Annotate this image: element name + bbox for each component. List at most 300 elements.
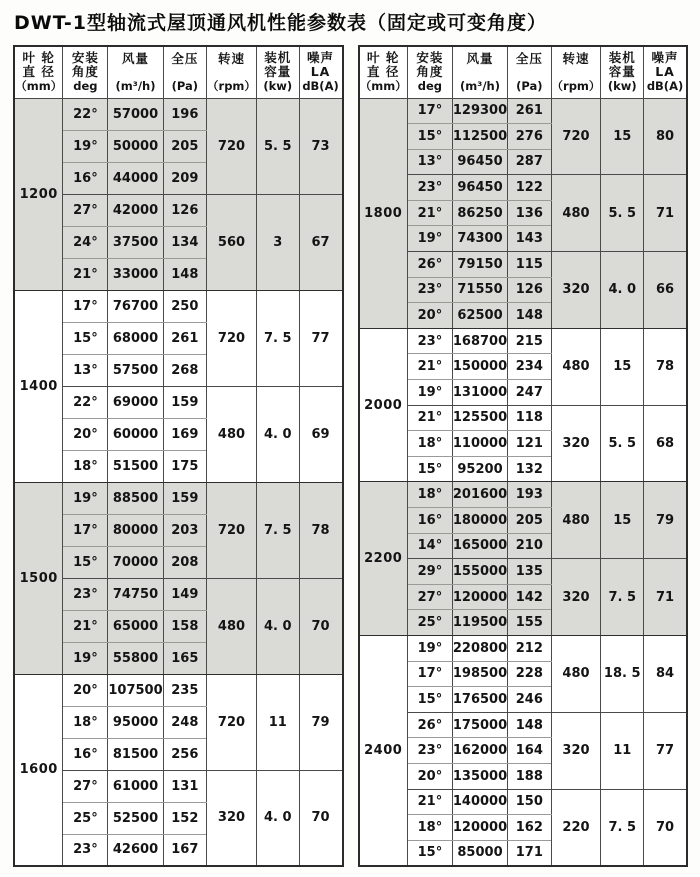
- noise-cell: 68: [644, 405, 687, 482]
- angle-cell: 21°: [407, 405, 452, 431]
- angle-cell: 20°: [407, 303, 452, 329]
- speed-cell: 320: [207, 770, 257, 866]
- flow-cell: 60000: [108, 418, 163, 450]
- angle-cell: 19°: [63, 130, 108, 162]
- flow-cell: 120000: [452, 815, 507, 841]
- flow-cell: 120000: [452, 584, 507, 610]
- angle-cell: 24°: [63, 226, 108, 258]
- flow-cell: 176500: [452, 687, 507, 713]
- flow-cell: 57500: [108, 354, 163, 386]
- pressure-cell: 208: [163, 546, 206, 578]
- pressure-cell: 169: [163, 418, 206, 450]
- noise-cell: 84: [644, 635, 687, 712]
- pressure-cell: 210: [508, 533, 551, 559]
- angle-cell: 17°: [63, 290, 108, 322]
- header-line: (m³/h): [460, 78, 500, 93]
- table-row: [14, 770, 343, 802]
- angle-cell: 15°: [63, 546, 108, 578]
- speed-cell: 720: [207, 98, 257, 194]
- diameter-cell: 2000: [359, 328, 408, 482]
- flow-cell: 95200: [452, 456, 507, 482]
- flow-cell: 96450: [452, 175, 507, 201]
- pressure-cell: 165: [163, 642, 206, 674]
- pressure-cell: 134: [163, 226, 206, 258]
- speed-cell: 480: [551, 175, 601, 252]
- flow-cell: 68000: [108, 322, 163, 354]
- flow-cell: 51500: [108, 450, 163, 482]
- pressure-cell: 148: [508, 303, 551, 329]
- capacity-cell: 7. 5: [256, 290, 299, 386]
- pressure-cell: 149: [163, 578, 206, 610]
- capacity-cell: 11: [601, 712, 644, 789]
- speed-cell: 720: [207, 674, 257, 770]
- speed-cell: 720: [551, 98, 601, 175]
- capacity-cell: 5. 5: [601, 175, 644, 252]
- capacity-cell: 5. 5: [256, 98, 299, 194]
- angle-cell: 18°: [63, 706, 108, 738]
- angle-cell: 21°: [63, 258, 108, 290]
- flow-cell: 180000: [452, 508, 507, 534]
- angle-cell: 15°: [407, 124, 452, 150]
- header-line: deg: [73, 79, 98, 94]
- table-row: [14, 290, 343, 322]
- flow-cell: 37500: [108, 226, 163, 258]
- pressure-cell: 164: [508, 738, 551, 764]
- angle-cell: 20°: [63, 674, 108, 706]
- angle-cell: 21°: [407, 354, 452, 380]
- capacity-cell: 18. 5: [601, 635, 644, 712]
- pressure-cell: 118: [508, 405, 551, 431]
- header-line: （mm）: [359, 79, 407, 94]
- flow-cell: 168700: [452, 328, 507, 354]
- flow-cell: 125500: [452, 405, 507, 431]
- flow-cell: 44000: [108, 162, 163, 194]
- header-noise: [644, 46, 687, 98]
- angle-cell: 14°: [407, 533, 452, 559]
- header-line: [453, 66, 507, 79]
- angle-cell: 27°: [407, 584, 452, 610]
- table-row: [14, 194, 343, 226]
- header-line: (kw): [263, 79, 293, 94]
- noise-cell: 70: [299, 770, 342, 866]
- table-row: [359, 559, 688, 585]
- pressure-cell: 234: [508, 354, 551, 380]
- header-line: 直 径: [22, 64, 55, 80]
- angle-cell: 21°: [407, 200, 452, 226]
- header-line: LA: [655, 64, 675, 80]
- pressure-cell: 235: [163, 674, 206, 706]
- flow-cell: 74750: [108, 578, 163, 610]
- flow-cell: 79150: [452, 252, 507, 278]
- flow-cell: 131000: [452, 380, 507, 406]
- pressure-cell: 246: [508, 687, 551, 713]
- table-row: [359, 175, 688, 201]
- speed-cell: 480: [551, 635, 601, 712]
- pressure-cell: 193: [508, 482, 551, 508]
- header-angle: [407, 46, 452, 98]
- angle-cell: 15°: [407, 840, 452, 866]
- header-capacity: [256, 46, 299, 98]
- page-title: DWT-1型轴流式屋顶通风机性能参数表（固定或可变角度）: [14, 12, 548, 34]
- flow-cell: 162000: [452, 738, 507, 764]
- angle-cell: 23°: [63, 834, 108, 866]
- flow-cell: 71550: [452, 277, 507, 303]
- table-row: [14, 674, 343, 706]
- flow-cell: 57000: [108, 98, 163, 130]
- angle-cell: 18°: [63, 450, 108, 482]
- pressure-cell: 167: [163, 834, 206, 866]
- angle-cell: 26°: [407, 252, 452, 278]
- table-row: [359, 405, 688, 431]
- angle-cell: 26°: [407, 712, 452, 738]
- header-line: 风量: [466, 50, 494, 66]
- angle-cell: 19°: [407, 226, 452, 252]
- angle-cell: 16°: [63, 162, 108, 194]
- header-line: (kw): [607, 79, 637, 94]
- speed-cell: 320: [551, 559, 601, 636]
- noise-cell: 78: [644, 328, 687, 405]
- flow-cell: 69000: [108, 386, 163, 418]
- flow-cell: 129300: [452, 98, 507, 124]
- flow-cell: 81500: [108, 738, 163, 770]
- header-line: 转速: [217, 50, 245, 66]
- pressure-cell: 142: [508, 584, 551, 610]
- speed-cell: 560: [207, 194, 257, 290]
- capacity-cell: 3: [256, 194, 299, 290]
- flow-cell: 86250: [452, 200, 507, 226]
- angle-cell: 23°: [407, 738, 452, 764]
- noise-cell: 79: [299, 674, 342, 770]
- speed-cell: 320: [551, 252, 601, 329]
- angle-cell: 19°: [407, 635, 452, 661]
- flow-cell: 155000: [452, 559, 507, 585]
- header-flow: [108, 46, 163, 98]
- pressure-cell: 131: [163, 770, 206, 802]
- flow-cell: 165000: [452, 533, 507, 559]
- diameter-cell: 1400: [14, 290, 63, 482]
- angle-cell: 19°: [407, 380, 452, 406]
- table-row: [359, 252, 688, 278]
- flow-cell: 135000: [452, 763, 507, 789]
- capacity-cell: 15: [601, 328, 644, 405]
- angle-cell: 17°: [407, 98, 452, 124]
- angle-cell: 25°: [407, 610, 452, 636]
- angle-cell: 16°: [63, 738, 108, 770]
- flow-cell: 80000: [108, 514, 163, 546]
- speed-cell: 320: [551, 405, 601, 482]
- capacity-cell: 7. 5: [601, 559, 644, 636]
- pressure-cell: 205: [163, 130, 206, 162]
- pressure-cell: 215: [508, 328, 551, 354]
- table-row: [14, 98, 343, 130]
- noise-cell: 79: [644, 482, 687, 559]
- pressure-cell: 261: [508, 98, 551, 124]
- noise-cell: 70: [299, 578, 342, 674]
- header-line: 全压: [515, 50, 543, 66]
- header-line: 风量: [122, 50, 150, 66]
- table-row: [359, 328, 688, 354]
- noise-cell: 70: [644, 789, 687, 866]
- flow-cell: 112500: [452, 124, 507, 150]
- table-row: [14, 578, 343, 610]
- flow-cell: 96450: [452, 149, 507, 175]
- noise-cell: 77: [299, 290, 342, 386]
- capacity-cell: 7. 5: [601, 789, 644, 866]
- header-line: 噪声: [651, 50, 679, 66]
- flow-cell: 95000: [108, 706, 163, 738]
- header-pressure: [508, 46, 551, 98]
- header-line: 安装: [71, 50, 99, 66]
- header-line: 直 径: [367, 64, 400, 80]
- pressure-cell: 276: [508, 124, 551, 150]
- pressure-cell: 159: [163, 386, 206, 418]
- speed-cell: 480: [207, 386, 257, 482]
- header-line: [207, 66, 256, 79]
- pressure-cell: 261: [163, 322, 206, 354]
- pressure-cell: 162: [508, 815, 551, 841]
- header-line: [108, 66, 162, 79]
- diameter-cell: 1800: [359, 98, 408, 328]
- angle-cell: 19°: [63, 482, 108, 514]
- pressure-cell: 122: [508, 175, 551, 201]
- noise-cell: 71: [644, 559, 687, 636]
- flow-cell: 201600: [452, 482, 507, 508]
- flow-cell: 42000: [108, 194, 163, 226]
- angle-cell: 27°: [63, 194, 108, 226]
- table-row: [359, 98, 688, 124]
- header-noise: [299, 46, 342, 98]
- header-line: (m³/h): [115, 78, 156, 93]
- header-line: 叶 轮: [367, 50, 400, 66]
- header-line: LA: [310, 64, 331, 80]
- angle-cell: 18°: [407, 482, 452, 508]
- header-line: （rpm）: [207, 78, 256, 93]
- speed-cell: 480: [551, 328, 601, 405]
- angle-cell: 19°: [63, 642, 108, 674]
- diameter-cell: 2200: [359, 482, 408, 636]
- capacity-cell: 4. 0: [256, 578, 299, 674]
- pressure-cell: 135: [508, 559, 551, 585]
- diameter-cell: 1200: [14, 98, 63, 290]
- header-speed: [551, 46, 601, 98]
- angle-cell: 13°: [63, 354, 108, 386]
- header-line: (Pa): [171, 78, 199, 93]
- flow-cell: 62500: [452, 303, 507, 329]
- header-line: dB(A): [646, 79, 684, 94]
- header-flow: [452, 46, 507, 98]
- header-line: 角度: [416, 64, 444, 80]
- table-row: [359, 789, 688, 815]
- angle-cell: 18°: [407, 431, 452, 457]
- noise-cell: 67: [299, 194, 342, 290]
- angle-cell: 22°: [63, 386, 108, 418]
- pressure-cell: 126: [163, 194, 206, 226]
- angle-cell: 27°: [63, 770, 108, 802]
- capacity-cell: 11: [256, 674, 299, 770]
- noise-cell: 77: [644, 712, 687, 789]
- flow-cell: 76700: [108, 290, 163, 322]
- header-line: 噪声: [307, 50, 335, 66]
- header-diameter: [14, 46, 63, 98]
- flow-cell: 175000: [452, 712, 507, 738]
- flow-cell: 119500: [452, 610, 507, 636]
- header-line: （mm）: [15, 79, 63, 94]
- header-line: 装机: [608, 50, 636, 66]
- capacity-cell: 7. 5: [256, 482, 299, 578]
- flow-cell: 150000: [452, 354, 507, 380]
- angle-cell: 15°: [407, 456, 452, 482]
- diameter-cell: 1500: [14, 482, 63, 674]
- pressure-cell: 248: [163, 706, 206, 738]
- angle-cell: 23°: [63, 578, 108, 610]
- header-capacity: [601, 46, 644, 98]
- angle-cell: 15°: [63, 322, 108, 354]
- tables-container: [13, 45, 688, 867]
- table-row: [14, 482, 343, 514]
- flow-cell: 42600: [108, 834, 163, 866]
- speed-cell: 720: [207, 290, 257, 386]
- header-row: [359, 46, 688, 98]
- header-speed: [207, 46, 257, 98]
- angle-cell: 25°: [63, 802, 108, 834]
- flow-cell: 198500: [452, 661, 507, 687]
- performance-table-left: [13, 45, 344, 867]
- speed-cell: 480: [551, 482, 601, 559]
- flow-cell: 50000: [108, 130, 163, 162]
- table-row: [359, 635, 688, 661]
- header-line: 角度: [71, 64, 99, 80]
- pressure-cell: 132: [508, 456, 551, 482]
- pressure-cell: 228: [508, 661, 551, 687]
- capacity-cell: 4. 0: [256, 770, 299, 866]
- header-line: 容量: [264, 64, 292, 80]
- header-line: 安装: [416, 50, 444, 66]
- pressure-cell: 115: [508, 252, 551, 278]
- pressure-cell: 203: [163, 514, 206, 546]
- noise-cell: 69: [299, 386, 342, 482]
- flow-cell: 88500: [108, 482, 163, 514]
- angle-cell: 22°: [63, 98, 108, 130]
- header-line: 装机: [264, 50, 292, 66]
- capacity-cell: 15: [601, 98, 644, 175]
- angle-cell: 15°: [407, 687, 452, 713]
- noise-cell: 78: [299, 482, 342, 578]
- flow-cell: 52500: [108, 802, 163, 834]
- flow-cell: 70000: [108, 546, 163, 578]
- header-line: （rpm）: [551, 78, 601, 93]
- pressure-cell: 205: [508, 508, 551, 534]
- table-row: [359, 482, 688, 508]
- speed-cell: 220: [551, 789, 601, 866]
- table-row: [359, 712, 688, 738]
- header-line: 容量: [608, 64, 636, 80]
- flow-cell: 55800: [108, 642, 163, 674]
- angle-cell: 20°: [407, 763, 452, 789]
- pressure-cell: 155: [508, 610, 551, 636]
- angle-cell: 23°: [407, 328, 452, 354]
- pressure-cell: 171: [508, 840, 551, 866]
- header-angle: [63, 46, 108, 98]
- header-row: [14, 46, 343, 98]
- noise-cell: 73: [299, 98, 342, 194]
- flow-cell: 65000: [108, 610, 163, 642]
- pressure-cell: 159: [163, 482, 206, 514]
- capacity-cell: 4. 0: [601, 252, 644, 329]
- pressure-cell: 158: [163, 610, 206, 642]
- angle-cell: 13°: [407, 149, 452, 175]
- header-line: dB(A): [302, 79, 339, 94]
- angle-cell: 21°: [407, 789, 452, 815]
- diameter-cell: 1600: [14, 674, 63, 866]
- header-line: [508, 66, 550, 79]
- noise-cell: 71: [644, 175, 687, 252]
- noise-cell: 80: [644, 98, 687, 175]
- pressure-cell: 250: [163, 290, 206, 322]
- angle-cell: 16°: [407, 508, 452, 534]
- flow-cell: 140000: [452, 789, 507, 815]
- angle-cell: 20°: [63, 418, 108, 450]
- angle-cell: 17°: [63, 514, 108, 546]
- header-diameter: [359, 46, 408, 98]
- flow-cell: 85000: [452, 840, 507, 866]
- pressure-cell: 175: [163, 450, 206, 482]
- pressure-cell: 148: [508, 712, 551, 738]
- pressure-cell: 143: [508, 226, 551, 252]
- header-line: 全压: [171, 50, 199, 66]
- flow-cell: 74300: [452, 226, 507, 252]
- noise-cell: 66: [644, 252, 687, 329]
- pressure-cell: 136: [508, 200, 551, 226]
- pressure-cell: 212: [508, 635, 551, 661]
- angle-cell: 18°: [407, 815, 452, 841]
- flow-cell: 61000: [108, 770, 163, 802]
- pressure-cell: 121: [508, 431, 551, 457]
- pressure-cell: 126: [508, 277, 551, 303]
- pressure-cell: 188: [508, 763, 551, 789]
- capacity-cell: 15: [601, 482, 644, 559]
- flow-cell: 110000: [452, 431, 507, 457]
- angle-cell: 23°: [407, 277, 452, 303]
- pressure-cell: 196: [163, 98, 206, 130]
- flow-cell: 220800: [452, 635, 507, 661]
- header-line: 转速: [562, 50, 590, 66]
- header-line: 叶 轮: [22, 50, 55, 66]
- pressure-cell: 247: [508, 380, 551, 406]
- angle-cell: 23°: [407, 175, 452, 201]
- header-line: [164, 66, 206, 79]
- angle-cell: 21°: [63, 610, 108, 642]
- flow-cell: 107500: [108, 674, 163, 706]
- speed-cell: 320: [551, 712, 601, 789]
- speed-cell: 720: [207, 482, 257, 578]
- speed-cell: 480: [207, 578, 257, 674]
- header-line: deg: [417, 79, 443, 94]
- pressure-cell: 209: [163, 162, 206, 194]
- angle-cell: 29°: [407, 559, 452, 585]
- performance-table-right: [358, 45, 689, 867]
- pressure-cell: 268: [163, 354, 206, 386]
- pressure-cell: 150: [508, 789, 551, 815]
- pressure-cell: 148: [163, 258, 206, 290]
- pressure-cell: 256: [163, 738, 206, 770]
- diameter-cell: 2400: [359, 635, 408, 865]
- header-line: (Pa): [516, 78, 543, 93]
- table-row: [14, 386, 343, 418]
- header-pressure: [163, 46, 206, 98]
- capacity-cell: 4. 0: [256, 386, 299, 482]
- angle-cell: 17°: [407, 661, 452, 687]
- capacity-cell: 5. 5: [601, 405, 644, 482]
